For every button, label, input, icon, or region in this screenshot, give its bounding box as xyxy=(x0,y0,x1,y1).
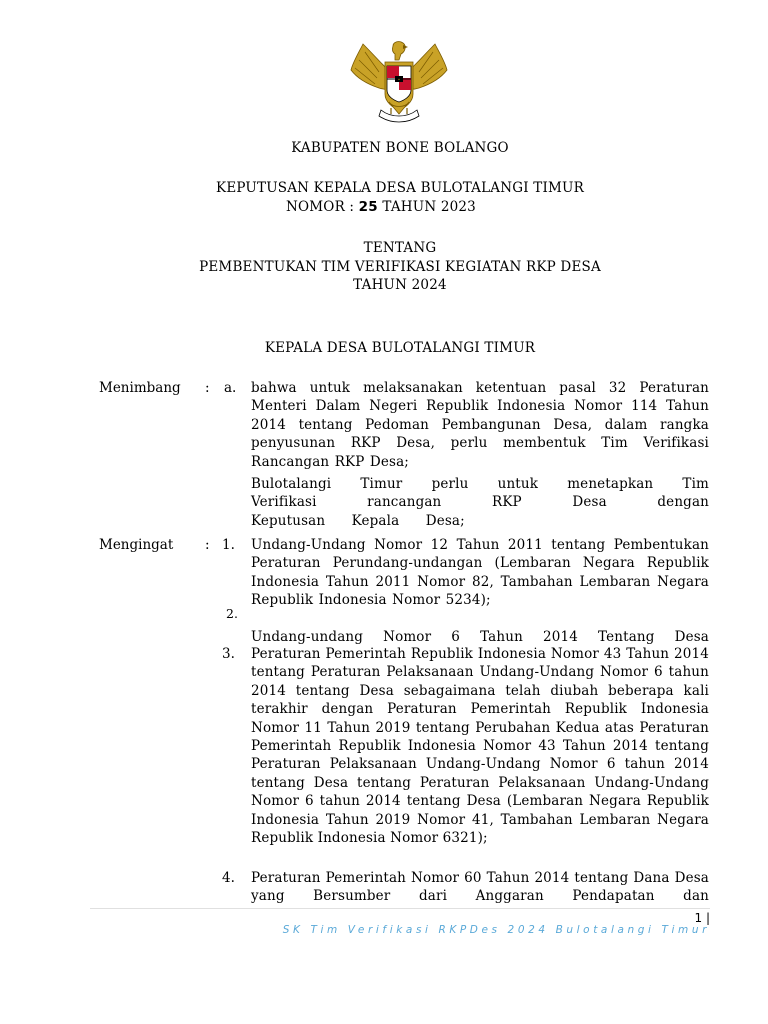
menimbang-item-b: Bulotalangi Timur perlu untuk menetapkan Tim Verifikasi rancangan RKP Desa dengan Keputusan Kepala Desa; xyxy=(251,476,709,529)
mengingat-marker-1: 1. xyxy=(222,537,235,553)
garuda-pancasila-emblem-icon xyxy=(345,38,453,126)
decree-subject: PEMBENTUKAN TIM VERIFIKASI KEGIATAN RKP DESA xyxy=(199,259,601,275)
mengingat-item-4: Peraturan Pemerintah Nomor 60 Tahun 2014 tentang Dana Desa yang Bersumber dari Anggaran Pendapatan dan xyxy=(251,870,709,905)
number-suffix: TAHUN 2023 xyxy=(377,199,476,215)
mengingat-item-1: Undang-Undang Nomor 12 Tahun 2011 tentang Pembentukan Peraturan Perundang-undangan (Lembaran Negara Republik Indonesia Tahun 2011 Nomor 82, Tambahan Lembaran Negara Republik Indonesia Nomor 5234); xyxy=(251,537,709,609)
running-footer-title: SK Tim Verifikasi RKPDes 2024 Bulotalangi Timur xyxy=(282,924,710,936)
mengingat-marker-3: 3. xyxy=(222,646,235,662)
menimbang-item-a: bahwa untuk melaksanakan ketentuan pasal 32 Peraturan Menteri Dalam Negeri Republik Indonesia Nomor 114 Tahun 2014 tentang Pedoman Pembangunan Desa, dalam rangka penyusunan RKP Desa, perlu membentuk Tim Verifikasi Rancangan RKP Desa; xyxy=(251,380,709,470)
authority-heading: KEPALA DESA BULOTALANGI TIMUR xyxy=(264,340,536,356)
mengingat-item-3: Peraturan Pemerintah Republik Indonesia Nomor 43 Tahun 2014 tentang Peraturan Pelaksanaan Undang-Undang Nomor 6 tahun 2014 tentang Desa sebagaimana telah diubah beberapa kali terakhir dengan Peraturan Pemerintah Republik Indonesia Nomor 11 Tahun 2019 tentang Perubahan Kedua atas Peraturan Pemerintah Republik Indonesia Nomor 43 Tahun 2014 tentang Peraturan Pelaksanaan Undang-Undang Nomor 6 tahun 2014 tentang Desa tentang Peraturan Pelaksanaan Undang-Undang Nomor 6 tahun 2014 tentang Desa (Lembaran Negara Republik Indonesia Tahun 2019 Nomor 41, Tambahan Lembaran Negara Republik Indonesia Nomor 6321); xyxy=(251,646,709,847)
menimbang-colon: : xyxy=(205,380,210,396)
page-number: 1 | xyxy=(694,911,710,925)
mengingat-item-2: Undang-undang Nomor 6 Tahun 2014 Tentang Desa xyxy=(251,629,709,645)
regency-title: KABUPATEN BONE BOLANGO xyxy=(291,140,509,156)
mengingat-label: Mengingat xyxy=(99,537,174,553)
menimbang-marker-a: a. xyxy=(224,380,237,396)
menimbang-label: Menimbang xyxy=(99,380,181,396)
footer-rule xyxy=(90,908,710,909)
mengingat-marker-4: 4. xyxy=(222,870,235,886)
about-heading: TENTANG xyxy=(363,240,437,256)
mengingat-colon: : xyxy=(205,537,210,553)
decree-number xyxy=(0,199,762,215)
number-value: 25 xyxy=(358,199,378,215)
mengingat-marker-2: 2. xyxy=(226,606,238,621)
number-prefix: NOMOR : xyxy=(286,199,359,215)
decree-title: KEPUTUSAN KEPALA DESA BULOTALANGI TIMUR xyxy=(216,180,584,196)
decree-subject-year: TAHUN 2024 xyxy=(353,277,447,293)
